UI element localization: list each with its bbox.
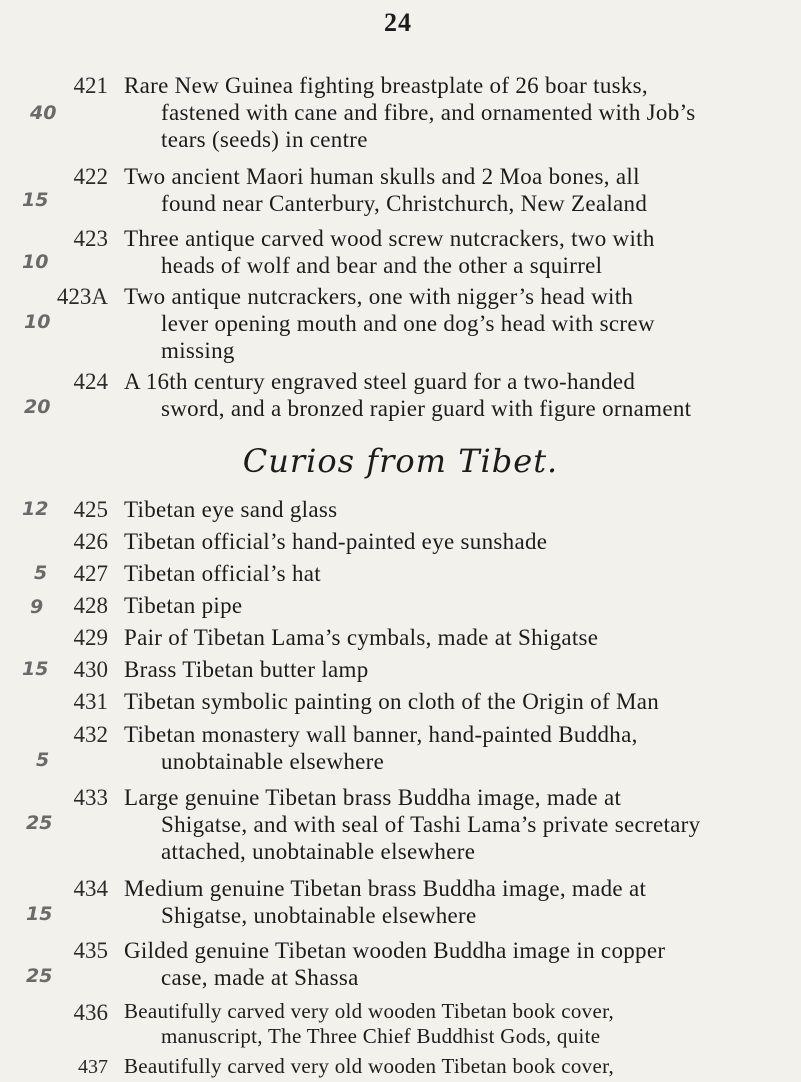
desc-line: Tibetan monastery wall banner, hand-painted Buddha, [124, 722, 638, 747]
lot-number: 437 [78, 1056, 108, 1078]
entry-description [124, 163, 764, 217]
entry-description [124, 624, 764, 651]
pencil-note: 40 [30, 102, 57, 124]
desc-line: attached, unobtainable elsewhere [161, 839, 476, 864]
desc-line: Gilded genuine Tibetan wooden Buddha image in copper [124, 938, 666, 963]
desc-line: A 16th century engraved steel guard for a two-handed [124, 369, 636, 394]
lot-number: 424 [73, 369, 108, 394]
pencil-note: 10 [24, 311, 51, 333]
pencil-note: 15 [22, 658, 49, 680]
entry-description [124, 937, 764, 991]
lot-number: 432 [73, 722, 108, 747]
entry-description [124, 999, 764, 1049]
entry-description [124, 368, 764, 422]
entry-description [124, 688, 764, 715]
desc-line: Tibetan official’s hand-painted eye sunshade [124, 529, 548, 554]
entry-description [124, 528, 764, 555]
lot-number: 433 [73, 785, 108, 810]
pencil-note: 12 [22, 498, 49, 520]
entry-description [124, 875, 764, 929]
desc-line: Tibetan pipe [124, 593, 243, 618]
entry-description [124, 1054, 764, 1079]
desc-line: Two ancient Maori human skulls and 2 Moa bones, all [124, 164, 640, 189]
entry-description [124, 592, 764, 619]
lot-number: 425 [73, 497, 108, 522]
pencil-note: 25 [26, 965, 53, 987]
entry-description [124, 496, 764, 523]
desc-line: Shigatse, unobtainable elsewhere [161, 903, 477, 928]
desc-line: Three antique carved wood screw nutcrackers, two with [124, 226, 655, 251]
lot-number: 430 [73, 657, 108, 682]
lot-number: 423A [56, 284, 108, 309]
desc-line: Large genuine Tibetan brass Buddha image, made at [124, 785, 622, 810]
lot-number: 422 [73, 164, 108, 189]
desc-line: sword, and a bronzed rapier guard with figure ornament [161, 396, 692, 421]
pencil-note: 15 [22, 189, 49, 211]
desc-line: Medium genuine Tibetan brass Buddha image, made at [124, 876, 647, 901]
lot-number: 434 [73, 876, 108, 901]
section-heading: Curios from Tibet. [242, 442, 559, 480]
desc-line: tears (seeds) in centre [161, 127, 368, 152]
desc-line: Beautifully carved very old wooden Tibetan book cover, [124, 1054, 615, 1078]
desc-line: fastened with cane and fibre, and ornamented with Job’s [161, 100, 696, 125]
desc-line: missing [161, 338, 235, 363]
desc-line: found near Canterbury, Christchurch, New Zealand [161, 191, 648, 216]
lot-number: 428 [73, 593, 108, 618]
desc-line: Beautifully carved very old wooden Tibetan book cover, [124, 999, 615, 1023]
desc-line: case, made at Shassa [161, 965, 359, 990]
lot-number: 429 [73, 625, 108, 650]
entry-description [124, 283, 764, 364]
lot-number: 435 [73, 938, 108, 963]
desc-line: Tibetan symbolic painting on cloth of the Origin of Man [124, 689, 660, 714]
lot-number: 436 [73, 1000, 108, 1025]
desc-line: lever opening mouth and one dog’s head with screw [161, 311, 655, 336]
pencil-note: 10 [22, 251, 49, 273]
entry-description [124, 72, 764, 153]
desc-line: Brass Tibetan butter lamp [124, 657, 369, 682]
lot-number: 421 [73, 73, 108, 98]
desc-line: Shigatse, and with seal of Tashi Lama’s private secretary [161, 812, 701, 837]
pencil-note: 5 [34, 562, 48, 584]
entry-description [124, 784, 764, 865]
pencil-note: 9 [30, 596, 44, 618]
desc-line: Pair of Tibetan Lama’s cymbals, made at Shigatse [124, 625, 599, 650]
pencil-note: 15 [26, 903, 53, 925]
lot-number: 426 [73, 529, 108, 554]
desc-line: manuscript, The Three Chief Buddhist Gods, quite [161, 1024, 601, 1048]
desc-line: Two antique nutcrackers, one with nigger’s head with [124, 284, 634, 309]
page-number: 24 [384, 8, 412, 37]
entry-description [124, 560, 764, 587]
entry-description [124, 721, 764, 775]
lot-number: 423 [73, 226, 108, 251]
desc-line: unobtainable elsewhere [161, 749, 385, 774]
desc-line: Tibetan eye sand glass [124, 497, 338, 522]
pencil-note: 20 [24, 396, 51, 418]
desc-line: Rare New Guinea fighting breastplate of 26 boar tusks, [124, 73, 648, 98]
lot-number: 427 [73, 561, 108, 586]
entry-description [124, 225, 764, 279]
desc-line: Tibetan official’s hat [124, 561, 321, 586]
pencil-note: 25 [26, 812, 53, 834]
pencil-note: 5 [36, 749, 50, 771]
lot-number: 431 [73, 689, 108, 714]
entry-description [124, 656, 764, 683]
desc-line: heads of wolf and bear and the other a squirrel [161, 253, 603, 278]
